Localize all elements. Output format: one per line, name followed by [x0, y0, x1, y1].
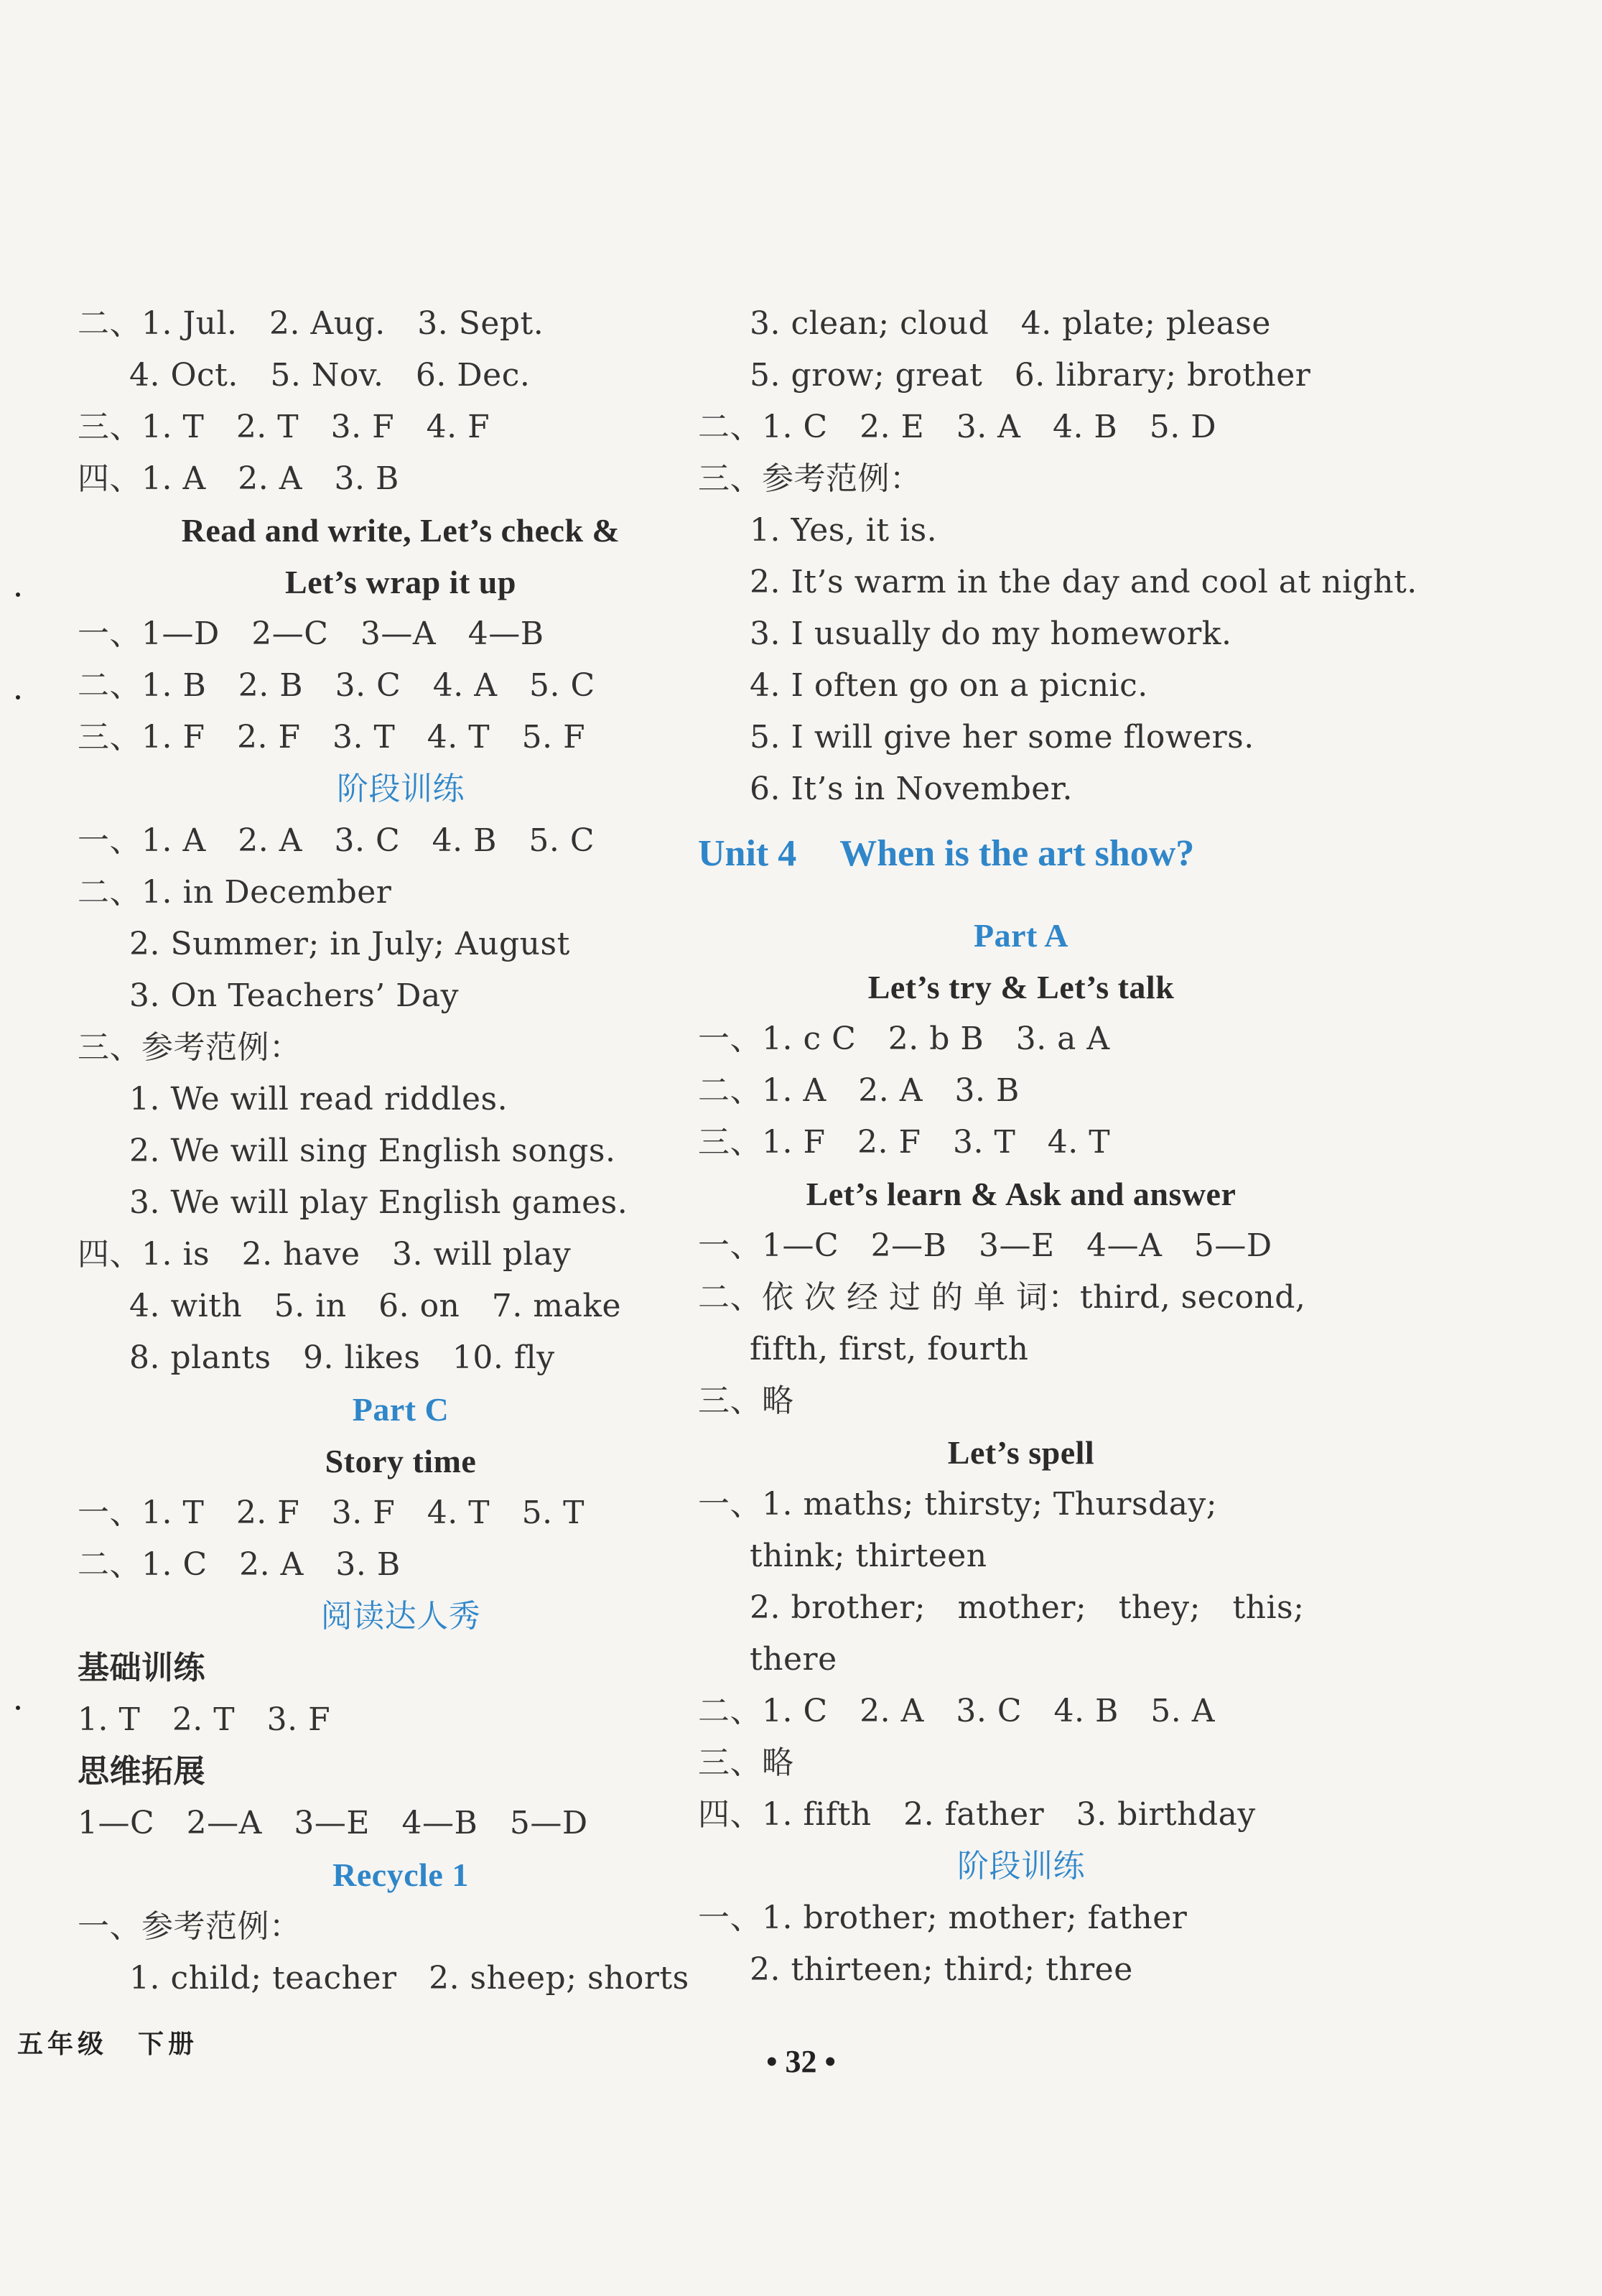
- answer-line: 一、参考范例：: [78, 1908, 302, 1945]
- answer-line: 4. with 5. in 6. on 7. make: [129, 1288, 622, 1324]
- answer-line: 3. On Teachers’ Day: [129, 977, 460, 1014]
- section-heading: Recycle 1: [332, 1856, 469, 1893]
- answer-line: 四、1. is 2. have 3. will play: [78, 1236, 572, 1273]
- answer-line: 三、1. T 2. T 3. F 4. F: [78, 409, 490, 445]
- answer-line: 3. I usually do my homework.: [750, 615, 1232, 652]
- answer-line: 二、1. C 2. A 3. B: [78, 1546, 401, 1583]
- unit-number: Unit 4: [698, 833, 797, 874]
- subsection-heading: 思维拓展: [78, 1753, 205, 1790]
- answer-line: 三、1. F 2. F 3. T 4. T 5. F: [78, 719, 586, 756]
- answer-line: 二、1. A 2. A 3. B: [698, 1072, 1020, 1109]
- section-heading: Let’s try & Let’s talk: [867, 969, 1175, 1005]
- answer-line: 二、依 次 经 过 的 单 词：third, second,: [698, 1279, 1306, 1316]
- section-heading: 阶段训练: [957, 1848, 1085, 1884]
- right-column: [698, 298, 1417, 1996]
- section-heading: Let’s learn & Ask and answer: [806, 1176, 1237, 1212]
- answer-line: 8. plants 9. likes 10. fly: [129, 1339, 555, 1376]
- answer-line: 3. We will play English games.: [129, 1184, 628, 1221]
- answer-line: 1. We will read riddles.: [129, 1081, 508, 1117]
- subsection-heading: 基础训练: [78, 1650, 205, 1686]
- section-heading: Part C: [352, 1391, 450, 1428]
- margin-mark: [16, 695, 20, 700]
- answer-line: 一、1. c C 2. b B 3. a A: [698, 1021, 1110, 1057]
- answer-line: 二、1. Jul. 2. Aug. 3. Sept.: [78, 305, 544, 342]
- answer-line: 一、1. maths; thirsty; Thursday;: [698, 1486, 1218, 1523]
- answer-line: 2. brother; mother; they; this;: [750, 1589, 1305, 1626]
- answer-line: 6. It’s in November.: [750, 771, 1073, 807]
- answer-line: 5. grow; great 6. library; brother: [750, 357, 1311, 394]
- section-heading: Read and write, Let’s check &: [181, 512, 620, 549]
- answer-line: 二、1. C 2. E 3. A 4. B 5. D: [698, 409, 1217, 445]
- answer-line: 2. Summer; in July; August: [129, 926, 570, 962]
- section-heading: Part A: [973, 917, 1068, 954]
- answer-line: 二、1. in December: [78, 874, 392, 911]
- section-heading: 阶段训练: [337, 771, 465, 807]
- page-number: • 32 •: [766, 2044, 836, 2079]
- answer-line: 2. thirteen; third; three: [750, 1951, 1133, 1988]
- section-heading: Let’s spell: [947, 1434, 1095, 1471]
- answer-line: 1. child; teacher 2. sheep; shorts: [129, 1960, 689, 1997]
- answer-line: 一、1. brother; mother; father: [698, 1900, 1188, 1936]
- answer-line: 5. I will give her some flowers.: [750, 719, 1254, 756]
- answer-line: 4. Oct. 5. Nov. 6. Dec.: [129, 357, 531, 394]
- answer-line: 3. clean; cloud 4. plate; please: [750, 305, 1271, 342]
- section-heading: 阅读达人秀: [320, 1598, 481, 1635]
- answer-line: 四、1. fifth 2. father 3. birthday: [698, 1796, 1256, 1833]
- answer-line: 一、1—C 2—B 3—E 4—A 5—D: [698, 1227, 1272, 1264]
- answer-line: 三、略: [698, 1744, 794, 1781]
- margin-mark: [16, 592, 20, 597]
- grade-label: 五年级 下册: [17, 2030, 199, 2059]
- margin-mark: [16, 1706, 20, 1710]
- unit-title: [698, 815, 1344, 888]
- answer-line: 三、参考范例：: [698, 460, 922, 497]
- section-heading: Story time: [325, 1443, 477, 1479]
- answer-line: 一、1. T 2. F 3. F 4. T 5. T: [78, 1495, 585, 1531]
- section-heading: Let’s wrap it up: [285, 564, 516, 600]
- unit-name: When is the art show?: [839, 833, 1195, 874]
- answer-line: 二、1. C 2. A 3. C 4. B 5. A: [698, 1693, 1216, 1729]
- answer-line: 4. I often go on a picnic.: [750, 667, 1148, 704]
- answer-line: 二、1. B 2. B 3. C 4. A 5. C: [78, 667, 595, 704]
- answer-line: 三、1. F 2. F 3. T 4. T: [698, 1124, 1111, 1161]
- answer-line: 2. It’s warm in the day and cool at night.: [750, 564, 1417, 600]
- answer-line: 1. Yes, it is.: [750, 512, 938, 549]
- answer-line: 三、参考范例：: [78, 1029, 302, 1066]
- answer-line: 四、1. A 2. A 3. B: [78, 460, 399, 497]
- answer-line: 一、1. A 2. A 3. C 4. B 5. C: [78, 822, 595, 859]
- answer-line: fifth, first, fourth: [750, 1331, 1029, 1367]
- answer-line: there: [750, 1641, 837, 1678]
- answer-line: 三、略: [698, 1382, 794, 1419]
- answer-line: 一、1—D 2—C 3—A 4—B: [78, 615, 544, 652]
- answer-line: think; thirteen: [750, 1538, 987, 1574]
- answer-line: 2. We will sing English songs.: [129, 1133, 616, 1169]
- answer-line: 1. T 2. T 3. F: [78, 1701, 331, 1738]
- answer-line: 1—C 2—A 3—E 4—B 5—D: [78, 1805, 588, 1841]
- left-column: [78, 298, 724, 2004]
